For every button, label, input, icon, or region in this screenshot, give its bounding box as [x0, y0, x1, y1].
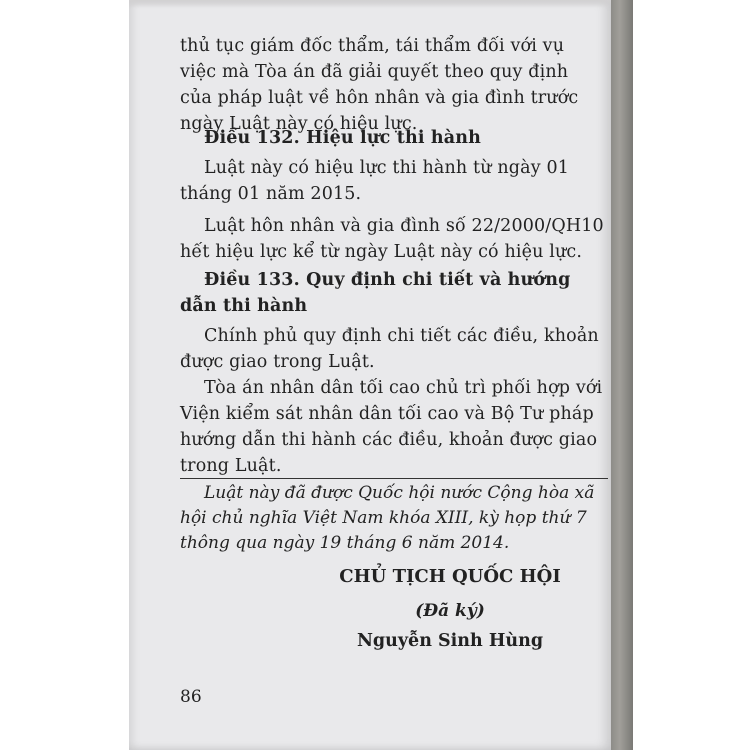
footnote-divider	[180, 478, 608, 479]
article-132-paragraph-2: Luật hôn nhân và gia đình số 22/2000/QH10 hết hiệu lực kể từ ngày Luật này có hiệu lực.	[180, 216, 604, 262]
article-133-paragraph-2: Tòa án nhân dân tối cao chủ trì phối hợp với Viện kiểm sát nhân dân tối cao và Bộ Tư pháp hướng dẫn thi hành các điều, khoản được giao trong Luật.	[180, 378, 603, 476]
article-132-heading: Điều 132. Hiệu lực thi hành	[204, 128, 481, 148]
page-number: 86	[180, 687, 202, 707]
continuation-paragraph: thủ tục giám đốc thẩm, tái thẩm đối với vụ việc mà Tòa án đã giải quyết theo quy định của pháp luật về hôn nhân và gia đình trước ngày Luật này có hiệu lực.	[180, 36, 579, 134]
signatory-name: Nguyễn Sinh Hùng	[356, 631, 544, 651]
adoption-note: Luật này đã được Quốc hội nước Cộng hòa xã hội chủ nghĩa Việt Nam khóa XIII, kỳ họp thứ 7 thông qua ngày 19 tháng 6 năm 2014.	[180, 483, 595, 553]
signed-note: (Đã ký)	[415, 601, 485, 621]
signatory-title: CHỦ TỊCH QUỐC HỘI	[339, 566, 561, 587]
article-133-heading: Điều 133. Quy định chi tiết và hướng dẫn thi hành	[180, 270, 571, 316]
article-132-paragraph-1: Luật này có hiệu lực thi hành từ ngày 01 tháng 01 năm 2015.	[180, 158, 570, 204]
book-spine-edge	[611, 0, 633, 750]
article-133-paragraph-1: Chính phủ quy định chi tiết các điều, khoản được giao trong Luật.	[180, 326, 599, 372]
page-top-shadow	[129, 0, 611, 8]
